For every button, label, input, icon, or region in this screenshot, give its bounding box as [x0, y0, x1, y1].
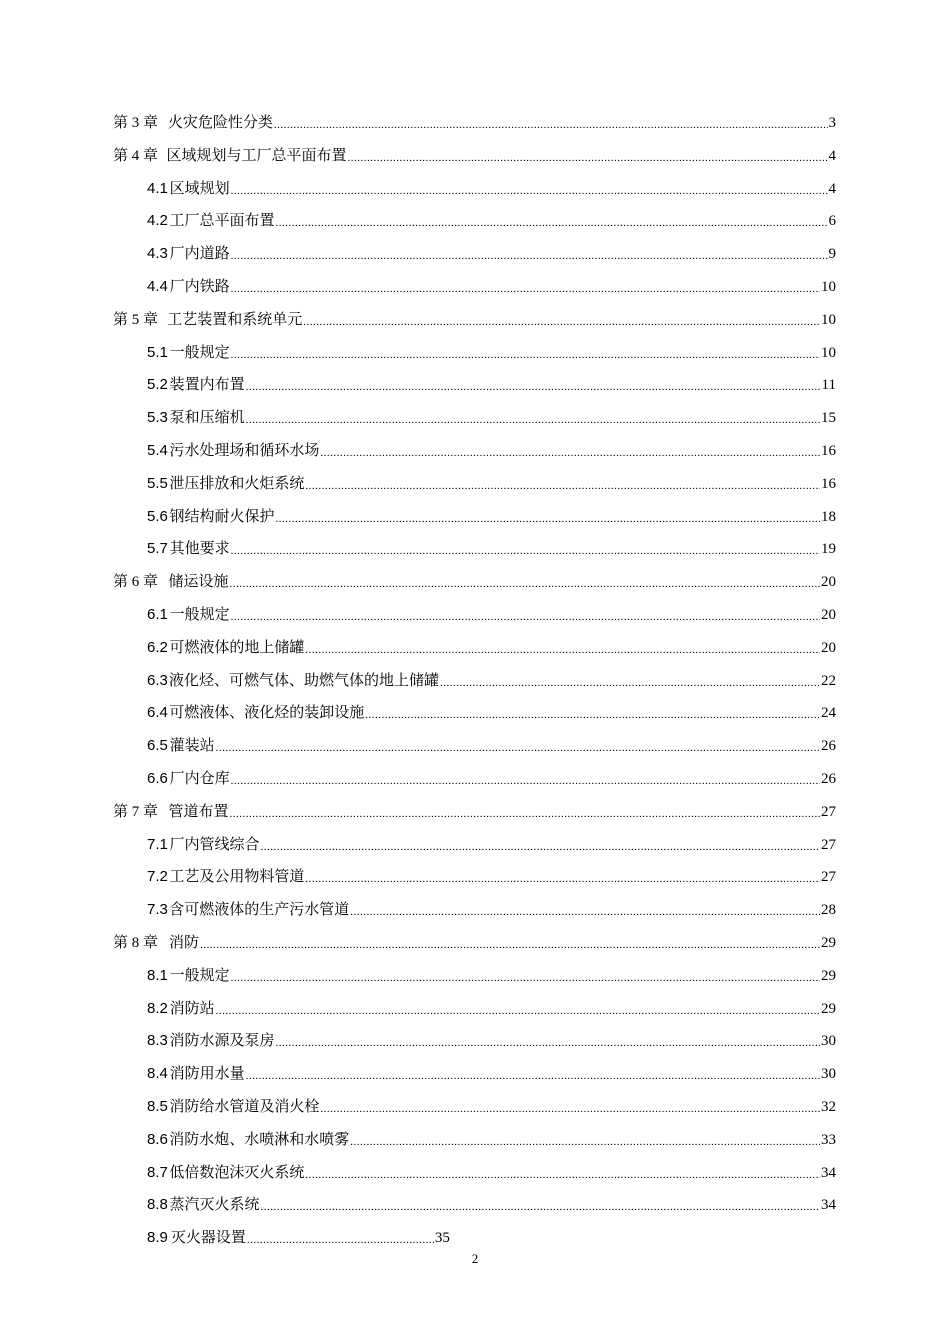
toc-entry-title: 低倍数泡沫灭火系统 — [169, 1164, 305, 1181]
toc-entry-page: 30 — [821, 1033, 836, 1050]
dot-leader — [350, 1130, 820, 1150]
toc-entry-page: 10 — [821, 279, 836, 295]
toc-entry-number: 8.3 — [147, 1032, 168, 1050]
toc-entry-page: 19 — [821, 541, 836, 558]
page-number: 2 — [471, 1251, 479, 1266]
dot-leader — [305, 474, 820, 494]
dot-leader — [216, 736, 820, 756]
toc-section-entry[interactable] — [147, 373, 836, 395]
toc-entry-title: 含可燃液体的生产污水管道 — [169, 902, 350, 919]
dot-leader — [230, 802, 820, 822]
toc-entry-number: 5.7 — [147, 540, 168, 558]
dot-leader — [350, 900, 820, 920]
toc-entry-title: 一般规定 — [169, 967, 230, 984]
toc-section-entry[interactable] — [147, 406, 836, 428]
toc-entry-title: 一般规定 — [169, 607, 230, 623]
toc-section-entry[interactable] — [147, 1128, 836, 1150]
toc-entry-page: 20 — [821, 639, 836, 656]
toc-section-entry[interactable] — [147, 1193, 836, 1215]
dot-leader — [305, 1163, 820, 1183]
toc-entry-number: 第 5 章 — [113, 311, 159, 328]
toc-section-entry[interactable] — [147, 1062, 836, 1084]
toc-entry-title: 一般规定 — [169, 344, 230, 361]
toc-section-entry[interactable] — [147, 603, 836, 625]
toc-entry-page: 4 — [828, 180, 836, 197]
dot-leader — [231, 343, 820, 363]
toc-entry-title: 灭火器设置 — [170, 1230, 246, 1247]
toc-entry-number: 8.8 — [147, 1196, 168, 1214]
toc-entry-page: 35 — [434, 1230, 450, 1247]
toc-entry-page: 11 — [821, 377, 836, 394]
toc-entry-page: 6 — [828, 213, 836, 230]
toc-entry-page: 30 — [821, 1066, 836, 1083]
dot-leader — [246, 408, 820, 428]
toc-section-entry[interactable] — [147, 964, 836, 986]
toc-entry-number: 6.3 — [147, 671, 168, 689]
dot-leader — [305, 638, 820, 658]
toc-section-entry[interactable] — [147, 1029, 836, 1051]
dot-leader — [231, 769, 820, 789]
toc-entry-title: 消防水源及泵房 — [169, 1033, 275, 1050]
toc-entry-page: 29 — [821, 967, 836, 984]
toc-entry-page: 29 — [821, 1000, 836, 1017]
toc-entry-page: 26 — [821, 771, 836, 787]
toc-entry-title: 蒸汽灭火系统 — [169, 1197, 260, 1214]
toc-section-entry[interactable] — [147, 472, 836, 494]
toc-entry-title: 厂内仓库 — [169, 771, 230, 787]
toc-entry-page: 20 — [821, 574, 836, 591]
toc-section-entry[interactable] — [147, 898, 836, 920]
dot-leader — [231, 605, 820, 625]
toc-entry-page: 34 — [821, 1164, 836, 1181]
toc-entry-number: 第 8 章 — [113, 935, 159, 951]
toc-section-entry[interactable] — [147, 1095, 836, 1117]
toc-section-entry[interactable] — [147, 701, 836, 723]
toc-entry-number: 4.3 — [147, 245, 168, 263]
dot-leader — [275, 507, 820, 527]
toc-entry-number: 7.3 — [147, 901, 168, 919]
toc-section-entry[interactable] — [147, 209, 836, 231]
toc-entry-title: 消防 — [169, 935, 200, 951]
toc-entry-page: 22 — [821, 672, 836, 689]
toc-chapter-entry[interactable] — [113, 570, 836, 592]
toc-entry-number: 6.2 — [147, 638, 168, 656]
dot-leader — [261, 1195, 820, 1215]
dot-leader — [440, 671, 820, 691]
toc-entry-title: 泄压排放和火炬系统 — [169, 475, 305, 492]
toc-entry-page: 3 — [828, 115, 836, 131]
toc-entry-number: 5.2 — [147, 376, 168, 394]
toc-entry-number: 第 6 章 — [113, 574, 159, 591]
toc-section-entry[interactable] — [147, 242, 836, 264]
toc-entry-page: 29 — [821, 935, 836, 951]
toc-chapter-entry[interactable] — [113, 800, 836, 822]
toc-entry-number: 6.4 — [147, 704, 168, 722]
toc-entry-page: 34 — [821, 1197, 836, 1214]
toc-entry-page: 33 — [821, 1131, 836, 1148]
toc-entry-page: 10 — [821, 344, 836, 361]
toc-section-entry[interactable] — [147, 275, 836, 297]
toc-entry-title: 厂内铁路 — [169, 279, 230, 295]
toc-section-entry[interactable] — [147, 505, 836, 527]
dot-leader — [231, 966, 820, 986]
dot-leader — [276, 211, 828, 231]
toc-entry-page: 20 — [821, 607, 836, 623]
toc-section-entry[interactable] — [147, 537, 836, 559]
toc-entry-title: 区域规划与工厂总平面布置 — [166, 147, 347, 164]
dot-leader — [246, 375, 821, 395]
toc-entry-title: 可燃液体、液化烃的装卸设施 — [169, 705, 365, 722]
toc-entry-title: 消防水炮、水喷淋和水喷雾 — [169, 1131, 350, 1148]
toc-chapter-entry[interactable] — [113, 931, 836, 953]
dot-leader — [365, 703, 820, 723]
toc-entry-number: 8.6 — [147, 1130, 168, 1148]
toc-entry-title: 消防用水量 — [169, 1066, 245, 1083]
toc-entry-page: 24 — [821, 705, 836, 722]
toc-entry-number: 8.2 — [147, 999, 168, 1017]
dot-leader — [274, 113, 828, 133]
toc-section-entry[interactable] — [147, 1161, 836, 1183]
toc-section-entry[interactable] — [147, 439, 836, 461]
dot-leader — [231, 277, 820, 297]
toc-section-entry[interactable] — [147, 1226, 450, 1248]
dot-leader — [348, 146, 828, 166]
toc-entry-title: 可燃液体的地上储罐 — [169, 639, 305, 656]
toc-entry-number: 5.4 — [147, 442, 168, 459]
toc-entry-page: 27 — [821, 836, 836, 853]
toc-entry-page: 16 — [821, 475, 836, 492]
toc-entry-title: 消防站 — [169, 1000, 215, 1017]
toc-entry-number: 7.2 — [147, 868, 168, 886]
toc-entry-number: 第 7 章 — [113, 803, 159, 820]
toc-entry-title: 厂内道路 — [169, 246, 230, 263]
toc-entry-title: 消防给水管道及消火栓 — [169, 1099, 320, 1115]
toc-entry-page: 16 — [821, 443, 836, 459]
dot-leader — [230, 572, 820, 592]
toc-entry-number: 8.4 — [147, 1065, 168, 1083]
toc-entry-title: 灌装站 — [169, 738, 215, 755]
toc-entry-number: 6.1 — [147, 606, 168, 623]
toc-section-entry[interactable] — [147, 734, 836, 756]
toc-entry-number: 5.3 — [147, 409, 168, 427]
toc-entry-title: 装置内布置 — [169, 377, 245, 394]
toc-entry-number: 8.1 — [147, 966, 168, 984]
toc-section-entry[interactable] — [147, 865, 836, 887]
toc-section-entry[interactable] — [147, 341, 836, 363]
toc-entry-title: 区域规划 — [169, 180, 230, 197]
toc-entry-number: 7.1 — [147, 835, 168, 853]
dot-leader — [200, 933, 820, 953]
toc-entry-number: 5.6 — [147, 507, 168, 525]
toc-entry-page: 18 — [821, 508, 836, 525]
toc-entry-page: 27 — [821, 869, 836, 886]
toc-entry-number: 8.7 — [147, 1163, 168, 1181]
toc-entry-title: 管道布置 — [168, 803, 229, 820]
toc-entry-page: 27 — [821, 803, 836, 820]
toc-entry-page: 4 — [828, 147, 836, 164]
toc-entry-title: 钢结构耐火保护 — [169, 508, 275, 525]
toc-entry-title: 泵和压缩机 — [169, 410, 245, 427]
toc-entry-title: 其他要求 — [169, 541, 230, 558]
dot-leader — [246, 1064, 820, 1084]
dot-leader — [275, 1031, 820, 1051]
toc-section-entry[interactable] — [147, 833, 836, 855]
toc-entry-page: 28 — [821, 902, 836, 919]
toc-section-entry[interactable] — [147, 997, 836, 1019]
toc-entry-title: 液化烃、可燃气体、助燃气体的地上储罐 — [168, 672, 439, 689]
toc-entry-number: 5.1 — [147, 343, 168, 361]
dot-leader — [305, 867, 820, 887]
toc-section-entry[interactable] — [147, 177, 836, 199]
toc-entry-number: 4.1 — [147, 179, 168, 197]
toc-entry-number: 第 4 章 — [113, 147, 159, 164]
dot-leader — [231, 244, 828, 264]
toc-entry-title: 工厂总平面布置 — [169, 213, 275, 230]
toc-section-entry[interactable] — [147, 767, 836, 789]
toc-entry-page: 26 — [821, 738, 836, 755]
toc-entry-number: 6.6 — [147, 770, 168, 787]
toc-entry-number: 8.9 — [147, 1229, 168, 1247]
dot-leader — [261, 835, 820, 855]
dot-leader — [303, 310, 820, 330]
toc-entry-number: 6.5 — [147, 737, 168, 755]
toc-entry-number: 4.2 — [147, 212, 168, 230]
toc-entry-page: 32 — [821, 1099, 836, 1115]
dot-leader — [231, 179, 828, 199]
toc-entry-title: 厂内管线综合 — [169, 836, 260, 853]
toc-entry-page: 9 — [828, 246, 836, 263]
dot-leader — [231, 539, 820, 559]
toc-entry-title: 污水处理场和循环水场 — [169, 443, 320, 459]
dot-leader — [216, 999, 820, 1019]
dot-leader — [320, 441, 820, 461]
toc-entry-title: 火灾危险性分类 — [167, 115, 273, 131]
toc-entry-title: 工艺装置和系统单元 — [167, 311, 303, 328]
toc-entry-page: 15 — [821, 410, 836, 427]
toc-chapter-entry[interactable] — [113, 308, 836, 330]
toc-chapter-entry[interactable] — [113, 111, 836, 133]
toc-entry-page: 10 — [821, 311, 836, 328]
toc-entry-number: 5.5 — [147, 474, 168, 492]
toc-section-entry[interactable] — [147, 669, 836, 691]
dot-leader — [320, 1097, 820, 1117]
toc-entry-number: 第 3 章 — [113, 115, 159, 131]
toc-entry-number: 4.4 — [147, 278, 168, 295]
toc-entry-number: 8.5 — [147, 1098, 168, 1115]
dot-leader — [247, 1228, 434, 1248]
toc-entry-title: 储运设施 — [168, 574, 229, 591]
toc-section-entry[interactable] — [147, 636, 836, 658]
toc-chapter-entry[interactable] — [113, 144, 836, 166]
toc-entry-title: 工艺及公用物料管道 — [169, 869, 305, 886]
